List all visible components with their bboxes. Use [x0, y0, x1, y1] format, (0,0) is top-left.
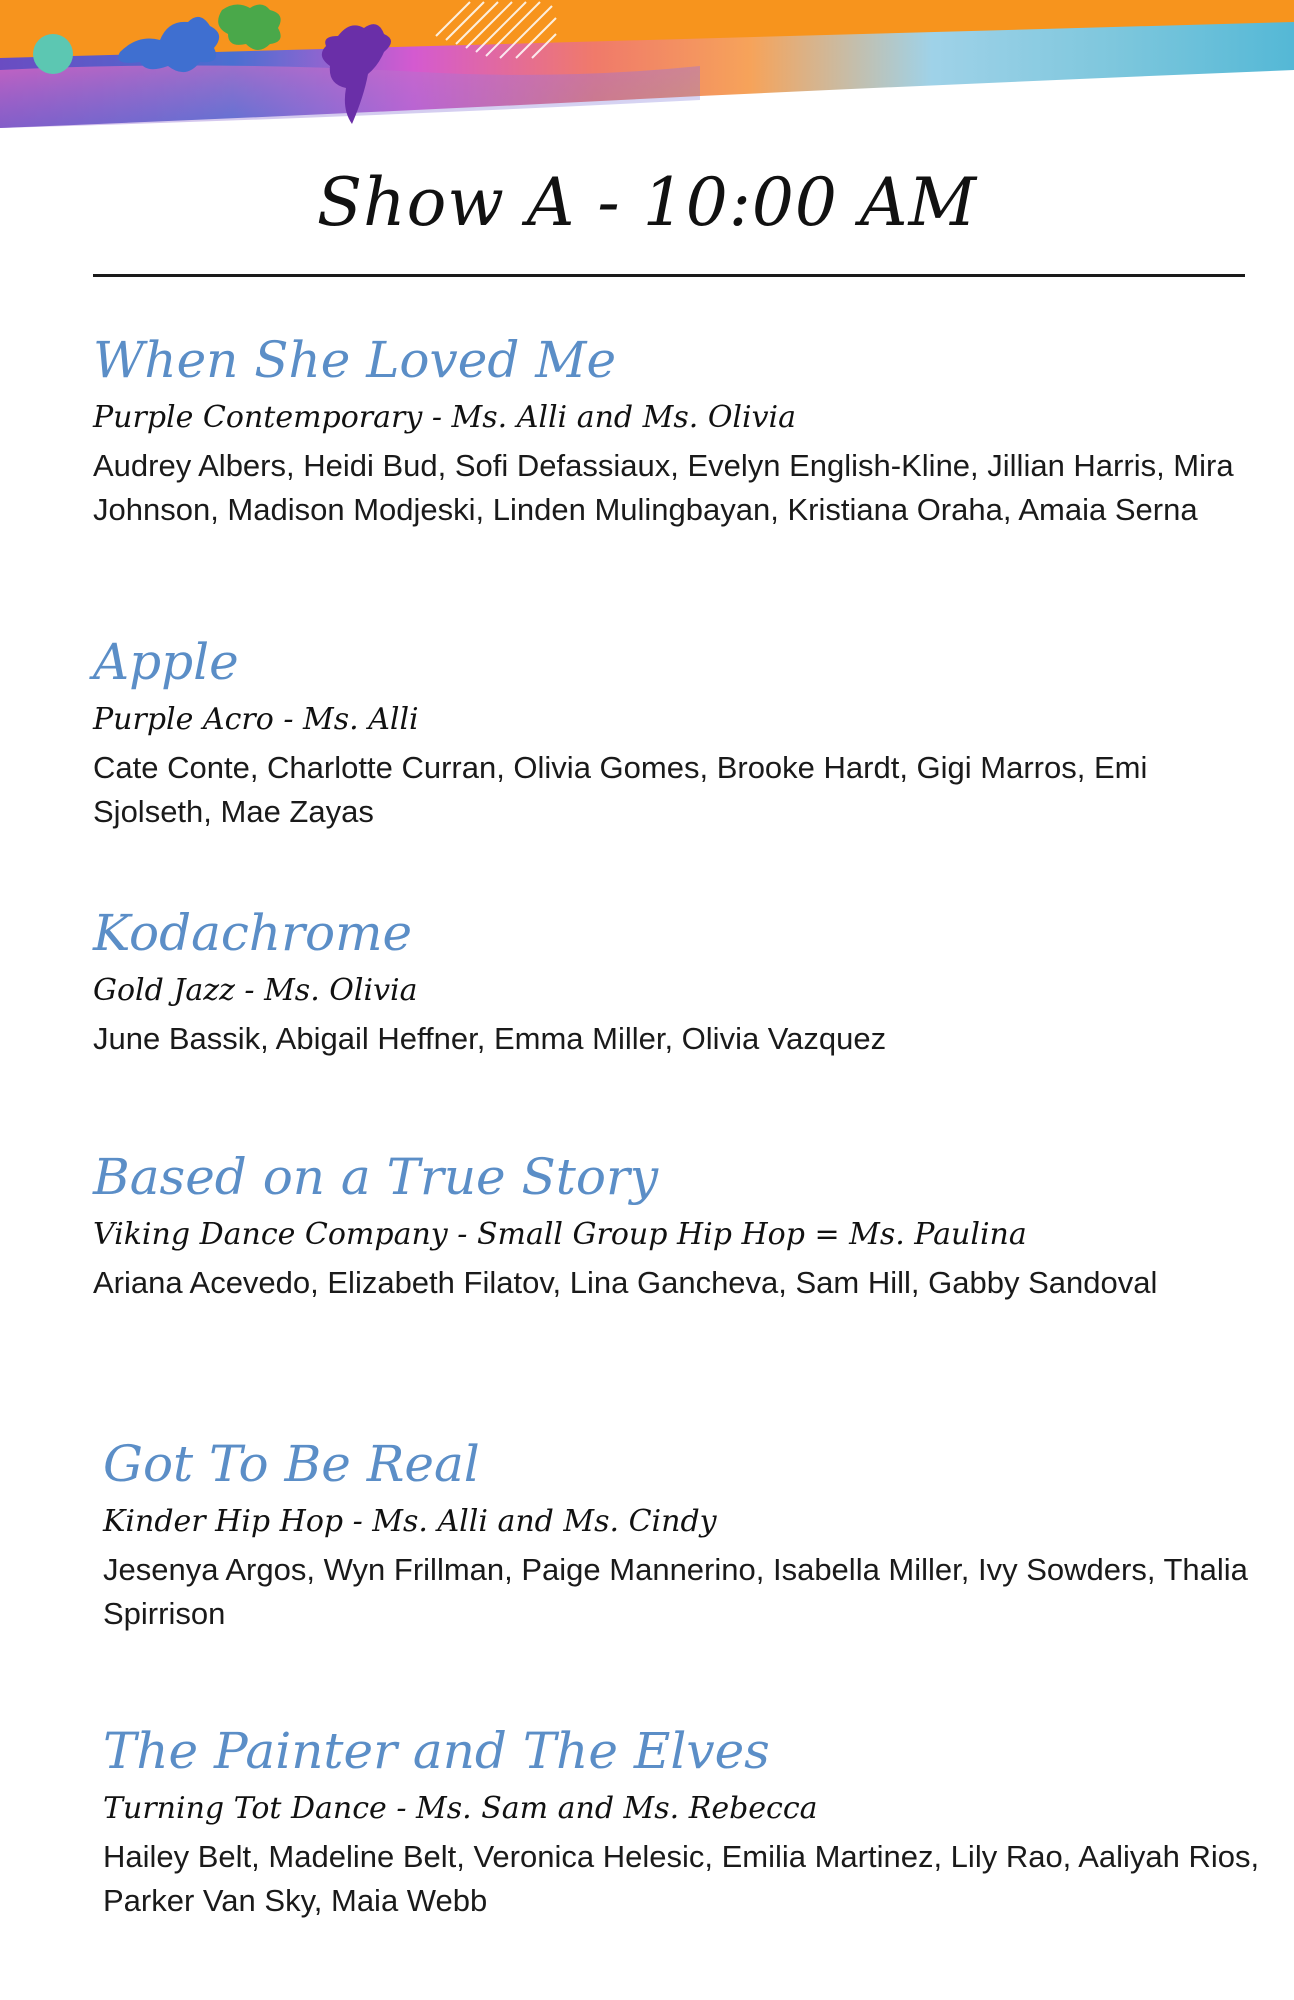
routine-dancers: June Bassik, Abigail Heffner, Emma Miller, Olivia Vazquez: [93, 1021, 887, 1056]
routine-class: Purple Contemporary - Ms. Alli and Ms. Olivia: [93, 400, 797, 435]
routine-title: Apple: [93, 633, 239, 691]
routine-class: Viking Dance Company - Small Group Hip Hop = Ms. Paulina: [93, 1217, 1027, 1252]
routine-got-to-be-real: [103, 1432, 1273, 1636]
routine-when-she-loved-me: [93, 328, 1263, 532]
title-divider: [93, 274, 1245, 277]
routine-class: Turning Tot Dance - Ms. Sam and Ms. Rebecca: [103, 1791, 818, 1826]
routine-the-painter-and-the-elves: [103, 1719, 1273, 1923]
routine-title: Got To Be Real: [103, 1435, 480, 1493]
teal-dot-decoration: [33, 34, 73, 74]
routine-dancers: Ariana Acevedo, Elizabeth Filatov, Lina Gancheva, Sam Hill, Gabby Sandoval: [93, 1265, 1158, 1300]
routine-class: Kinder Hip Hop - Ms. Alli and Ms. Cindy: [103, 1504, 717, 1539]
routine-based-on-a-true-story: [93, 1145, 1263, 1305]
routine-apple: [93, 630, 1263, 834]
routine-title: Based on a True Story: [93, 1148, 659, 1206]
routine-title: When She Loved Me: [93, 331, 617, 389]
routine-title: Kodachrome: [93, 904, 413, 962]
routine-dancers: Cate Conte, Charlotte Curran, Olivia Gomes, Brooke Hardt, Gigi Marros, Emi Sjolseth, Mae Zayas: [93, 750, 1148, 829]
routine-title: The Painter and The Elves: [103, 1722, 770, 1780]
show-title: Show A - 10:00 AM: [316, 164, 978, 241]
routine-dancers: Audrey Albers, Heidi Bud, Sofi Defassiaux, Evelyn English-Kline, Jillian Harris, Mira Johnson, Madison Modjeski, Linden Mulingbayan, Kristiana Oraha, Amaia Serna: [93, 448, 1234, 527]
routine-kodachrome: [93, 901, 1263, 1061]
routine-dancers: Jesenya Argos, Wyn Frillman, Paige Mannerino, Isabella Miller, Ivy Sowders, Thalia Spirrison: [103, 1552, 1248, 1631]
routine-dancers: Hailey Belt, Madeline Belt, Veronica Helesic, Emilia Martinez, Lily Rao, Aaliyah Rios, Parker Van Sky, Maia Webb: [103, 1839, 1260, 1918]
routine-class: Purple Acro - Ms. Alli: [93, 702, 419, 737]
decorative-banner: [0, 0, 1294, 140]
routine-class: Gold Jazz - Ms. Olivia: [93, 973, 418, 1008]
